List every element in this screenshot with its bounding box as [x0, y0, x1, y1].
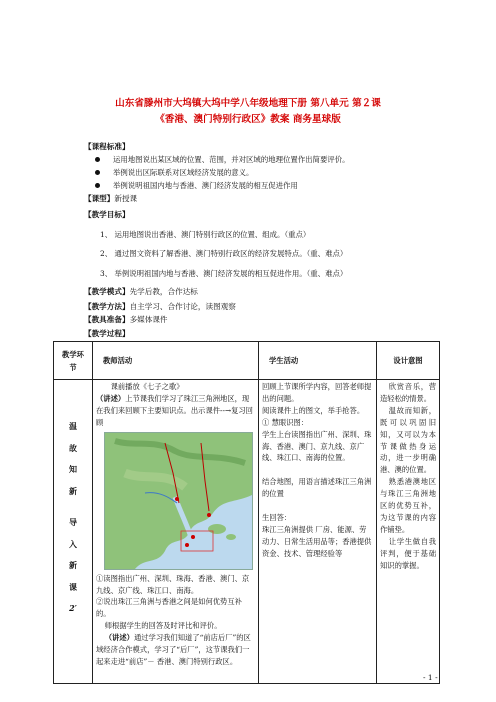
standards-label: 【课程标准】 [84, 142, 130, 151]
teaching-method: 【教学方法】自主学习、合作讨论，读图观察 [84, 302, 236, 311]
goals-label: 【教学目标】 [84, 210, 130, 219]
document-title-line2: 《香港、澳门特别行政区》教案 商务星球版 [155, 114, 341, 125]
bullet-icon [95, 170, 100, 175]
bullet-icon [95, 157, 100, 162]
document-title-line1: 山东省滕州市大坞镇大坞中学八年级地理下册 第八单元 第２课 [115, 98, 381, 109]
design-intent-cell: 欣赏音乐，营造轻松的情景。 温故而知新，既可以巩固旧知，又可以为本节课做热身运动，进一步明确港、澳的位置。 熟悉港澳地区与珠江三角洲地区的优势互补，为这节课的内容作铺垫。 让学生做自我评判，便于基础知识的掌握。 [377, 380, 440, 684]
goal-item: 1、 运用地图说出香港、澳门特别行政区的位置、组成。（重点） [100, 230, 311, 239]
pearl-river-delta-map [104, 432, 253, 570]
goal-item: 2、 通过图文资料了解香港、澳门特别行政区的经济发展特点。（重、难点） [100, 249, 348, 258]
teaching-prep: 【教具准备】多媒体课件 [84, 315, 168, 324]
page-number: - 1 - [423, 673, 438, 682]
standard-item: 举例说出区际联系对区域经济发展的意义。 [95, 167, 253, 178]
table-row [54, 380, 440, 684]
standard-item: 运用地图说出某区域的位置、范围，并对区域的地理位置作出简要评价。 [95, 154, 350, 165]
header-stage: 教学环节 [54, 342, 93, 380]
header-teacher: 教师活动 [93, 342, 259, 380]
goal-item: 3、 举例说明祖国内地与香港、澳门经济发展的相互促进作用。（重、难点） [100, 269, 348, 278]
header-student: 学生活动 [259, 342, 377, 380]
table-header-row [54, 342, 440, 380]
process-label: 【教学过程】 [84, 329, 130, 338]
header-design: 设计意图 [377, 342, 440, 380]
stage-cell: 温 故 知 新 导 入 新 课 2′ [54, 380, 93, 684]
standard-item: 举例说明祖国内地与香港、澳门经济发展的相互促进作用 [95, 180, 298, 191]
lesson-table [53, 341, 440, 684]
bullet-icon [95, 183, 100, 188]
student-activity-cell: 回顾上节课所学内容，回答老师提出的问题。 阅读课件上的图文，举手抢答。 ① 慧眼识图： 学生上台读图指出广州、深圳、珠海、香港、澳门、京九线、京广线、珠江口、南海的位置。 结合地图，用语言描述珠江三角洲的位置 生回答： 珠江三角洲提供 厂房、能源、劳动力、日常生活用品等；香港提供资金、技术、管理经验等 [259, 380, 377, 684]
teacher-activity-cell: 课前播放《七子之歌》 （讲述）上节课我们学习了珠江三角洲地区，现在我们来回顾下主要知识点。出示课件--→复习回顾 ①读图指出广州、深圳、珠海、香港、澳门、京九线、京广线、珠江口、南海。 ②说出珠江三角洲与香港之间是如何优势互补的。 师根据学生的回答及时评比和评价。 （讲述）通过学习我们知道了“前店后厂”的区域经济合作模式，学习了“后厂”，这节课我们一起来走进“前店”－ 香港、澳门特别行政区。 [93, 380, 259, 684]
teaching-mode: 【教学模式】先学后教，合作达标 [84, 287, 198, 296]
lesson-type: 【课型】新授课 [84, 194, 138, 203]
